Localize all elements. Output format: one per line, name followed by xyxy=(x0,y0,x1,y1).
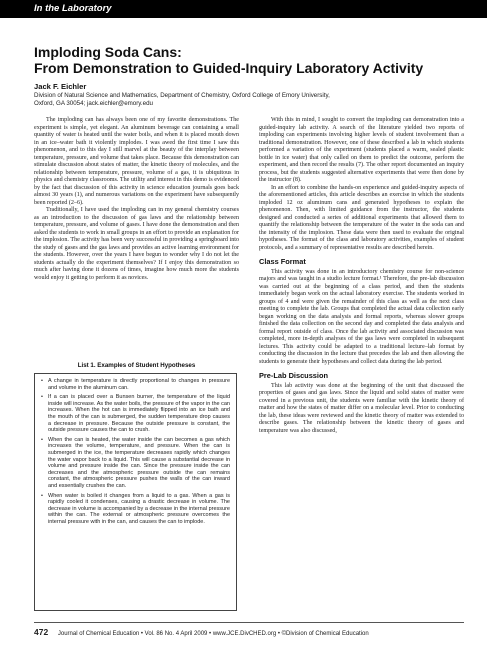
page-number: 472 xyxy=(34,627,49,637)
list-item: • A change in temperature is directly proportional to changes in pressure and volume in the aluminum can. xyxy=(48,378,230,391)
paragraph: In an effort to combine the hands-on experience and guided-inquiry aspects of the aforementioned articles, this article describes an exercise in which the students imploded 12 oz aluminum cans and generated hypotheses to explain the phenomenon. Then, with limited guidance from the instructor, the students designed and conducted a series of additional experiments that allowed them to quantify the relationship between the temperature of the water in the soda can and the intensity of the implosion. These data were then used to evaluate the original hypotheses. The format of the class and laboratory activities, examples of student protocols, and a summary of representative results are described herein. xyxy=(259,184,464,251)
list-item: • If a can is placed over a Bunsen burner, the temperature of the liquid inside will increase. As the water boils, the pressure of the vapor in the can increases. When the hot can is immediately flipped into an ice bath and the mouth of the can is submerged, the sudden temperature drop causes a decrease in pressure. Because the outside pressure is constant, the outside pressure causes the can to crush. xyxy=(48,394,230,434)
title-line-1: Imploding Soda Cans: xyxy=(34,44,182,60)
title-line-2: From Demonstration to Guided-Inquiry Laboratory Activity xyxy=(34,60,424,76)
page-footer xyxy=(34,627,464,637)
affiliation-line-1: Division of Natural Science and Mathematics, Department of Chemistry, Oxford College of Emory University, xyxy=(34,92,330,99)
article-title xyxy=(34,44,454,76)
paragraph: This lab activity was done at the beginning of the unit that discussed the properties of gases and gas laws. Since the liquid and solid states of matter were covered in a previous unit, the students were familiar with the kinetic theory of matter and how the states of matter differ on a molecular level. Prior to conducting the lab, these ideas were reviewed and the kinetic theory of matter was extended to describe gases. The relationship between the kinetic theory of gases and temperature was also discussed, xyxy=(259,382,464,434)
affiliation-line-2: Oxford, GA 30054; jack.eichler@emory.edu xyxy=(34,100,153,107)
left-column-body xyxy=(34,117,239,347)
list-title: List 1. Examples of Student Hypotheses xyxy=(77,362,196,369)
paragraph: Traditionally, I have used the imploding can in my general chemistry courses as an introduction to the discussion of gas laws and the relationship between temperature, pressure, and volume of gases. I have done the demonstration and then asked the students to work in small groups in an effort to provide an explanation for the implosion. The activity has been very successful in providing a springboard into the study of gases and the gas laws and provides an active learning environment for the students. However, over the years I have begun to wonder why I do not let the students actually do the experiment themselves? If I enjoy this demonstration so much after having done it dozens of times, imagine how much more the students would enjoy it getting to perform it as novices. xyxy=(34,207,239,281)
footer-divider xyxy=(34,622,464,623)
paragraph: This activity was done in an introductory chemistry course for non-science majors and was taught in a studio lecture format.¹ Therefore, the pre-lab discussion was carried out at the beginning of a class period, and then the students immediately began work on the actual laboratory exercise. The students worked in groups of 4 and were given the remainder of this class as well as the next class meeting to complete the lab. Groups that completed the actual data collection early began working on the data analysis and formal reports, whereas slower groups finished the data collection on the second day and completed the data analysis and formal report outside of class. Once the lab activity and associated discussion was completed, more in-depth analyses of the gas laws were completed in subsequent lectures. This activity could be adapted to a traditional lecture–lab format by conducting the discussion in the lecture that precedes the lab and then allowing the students to generate their hypotheses and collect data during the lab period. xyxy=(259,268,464,365)
hypotheses-list xyxy=(35,374,236,525)
section-header-bar xyxy=(0,0,487,18)
journal-citation: Journal of Chemical Education • Vol. 86 No. 4 April 2009 • www.JCE.DivCHED.org • ©Division of Chemical Education xyxy=(57,631,369,637)
author-affiliation xyxy=(34,92,454,108)
author-name: Jack F. Eichler xyxy=(34,82,87,91)
section-heading-class-format: Class Format xyxy=(259,257,306,266)
hypotheses-list-box xyxy=(34,373,237,611)
paragraph: The imploding can has always been one of my favorite demonstrations. The experiment is simple, yet elegant. An aluminum beverage can containing a small quantity of water is heated until the water boils, and when it is placed mouth down in an ice–water bath it violently implodes. I was awed the first time I saw this phenomenon, and to this day I still marvel at the beauty of the interplay between temperature, pressure, and volume that takes place. Because this demonstration can stimulate discussion about states of matter, the kinetic theory of molecules, and the relationship between temperature, pressure, volume of a gas, it is ubiquitous in physics and chemistry classrooms. The utility and interest in this demo is evidenced by the fact that discussion of this activity in science education journals goes back almost 30 years (1), and numerous variations on the experiment have subsequently been reported (2–6). xyxy=(34,117,239,206)
section-heading-prelab: Pre-Lab Discussion xyxy=(259,371,328,380)
list-item: • When the can is heated, the water inside the can becomes a gas which increases the volume, temperature, and pressure. When the can is submerged in the ice, the temperature decreases rapidly which changes the water vapor back to a liquid. This will cause a substantial decrease in volume and pressure inside the can. Since the pressure inside the can decreases and the atmospheric pressure outside the can remains constant, the atmospheric pressure pushes the walls of the can inward and essentially crushes the can. xyxy=(48,437,230,490)
section-tag: In the Laboratory xyxy=(34,3,112,14)
paragraph: With this in mind, I sought to convert the imploding can demonstration into a guided-inquiry lab activity. A search of the literature yielded two reports of imploding can experiments involving higher levels of student involvement than a traditional demonstration. However, one of these described a lab in which students performed a variation of the experiment (students placed a warm, sealed plastic bottle in ice water) that only called on them to predict the outcome, perform the experiment, and then record the results (7). The other report documented an inquiry process, but the students suggested alternative experiments that were then done by the instructor (8). xyxy=(259,117,464,183)
right-column-body xyxy=(259,117,464,617)
list-item: • When water is boiled it changes from a liquid to a gas. When a gas is rapidly cooled it condenses, causing a drastic decrease in volume. The decrease in volume is accompanied by a decrease in the internal pressure within the can. The external or atmospheric pressure overcomes the internal pressure with in the can, and causes the can to implode. xyxy=(48,493,230,526)
